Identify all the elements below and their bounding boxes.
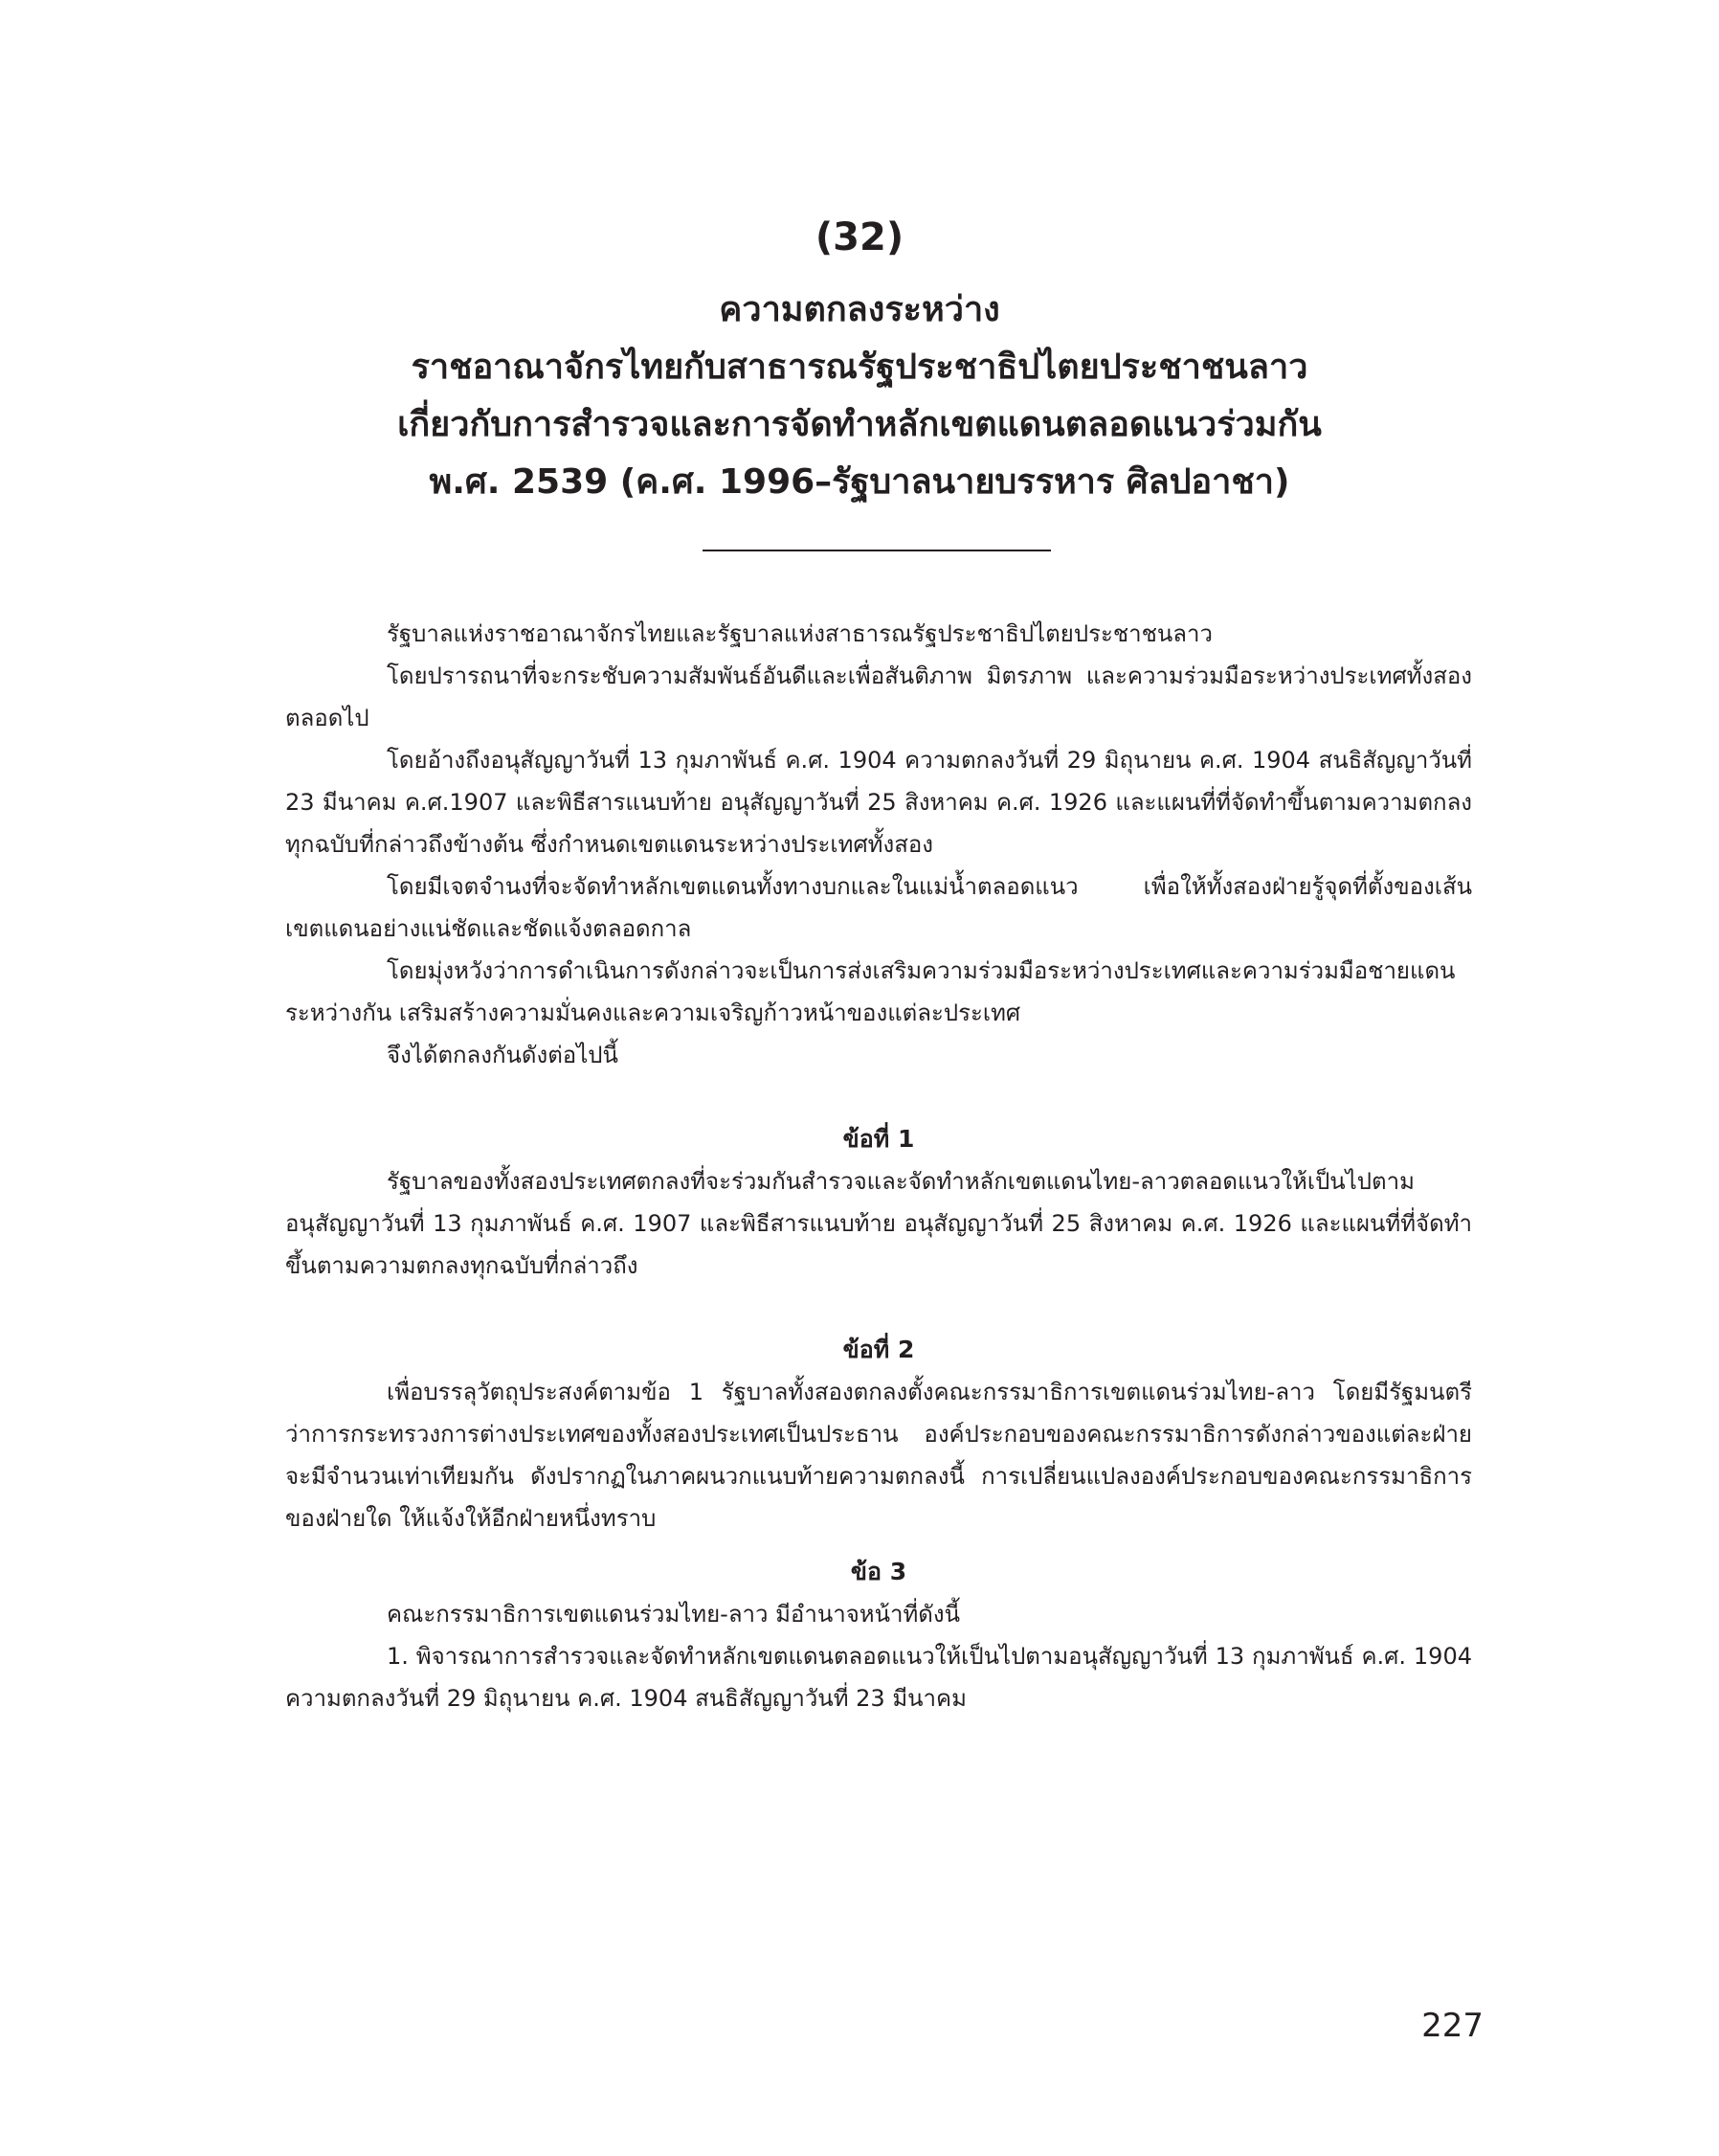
preamble-paragraph-4: โดยมีเจตจำนงที่จะจัดทำหลักเขตแดนทั้งทางบกและในแม่น้ำตลอดแนว เพื่อให้ทั้งสองฝ่ายรู้จุดที่ตั้งของเส้นเขตแดนอย่างแน่ชัดและชัดแจ้งตลอดกาล [285, 873, 1472, 942]
document-title-line-1: ความตกลงระหว่าง [719, 290, 1000, 329]
document-title-line-3: เกี่ยวกับการสำรวจและการจัดทำหลักเขตแดนตลอดแนวร่วมกัน [397, 405, 1322, 444]
article-1-heading: ข้อที่ 1 [842, 1125, 915, 1153]
preamble-paragraph-1: รัฐบาลแห่งราชอาณาจักรไทยและรัฐบาลแห่งสาธารณรัฐประชาธิปไตยประชาชนลาว [387, 620, 1213, 647]
preamble-paragraph-6: จึงได้ตกลงกันดังต่อไปนี้ [387, 1042, 618, 1068]
document-number: (32) [815, 215, 904, 259]
article-3-paragraph-1: คณะกรรมาธิการเขตแดนร่วมไทย-ลาว มีอำนาจหน้าที่ดังนี้ [387, 1601, 961, 1628]
article-1-paragraph: รัฐบาลของทั้งสองประเทศตกลงที่จะร่วมกันสำรวจและจัดทำหลักเขตแดนไทย-ลาวตลอดแนวให้เป็นไปตามอนุสัญญาวันที่ 13 กุมภาพันธ์ ค.ศ. 1907 และพิธีสารแนบท้าย อนุสัญญาวันที่ 25 สิงหาคม ค.ศ. 1926 และแผนที่ที่จัดทำขึ้นตามความตกลงทุกฉบับที่กล่าวถึง [285, 1168, 1472, 1279]
article-2-paragraph: เพื่อบรรลุวัตถุประสงค์ตามข้อ 1 รัฐบาลทั้งสองตกลงตั้งคณะกรรมาธิการเขตแดนร่วมไทย-ลาว โดยมีรัฐมนตรีว่าการกระทรวงการต่างประเทศของทั้งสองประเทศเป็นประธาน องค์ประกอบของคณะกรรมาธิการดังกล่าวของแต่ละฝ่ายจะมีจำนวนเท่าเทียมกัน ดังปรากฏในภาคผนวกแนบท้ายความตกลงนี้ การเปลี่ยนแปลงองค์ประกอบของคณะกรรมาธิการของฝ่ายใด ให้แจ้งให้อีกฝ่ายหนึ่งทราบ [285, 1379, 1472, 1532]
title-divider [703, 550, 1051, 551]
page-number: 227 [1421, 2007, 1484, 2045]
article-3-paragraph-2: 1. พิจารณาการสำรวจและจัดทำหลักเขตแดนตลอดแนวให้เป็นไปตามอนุสัญญาวันที่ 13 กุมภาพันธ์ ค.ศ. 1904 ความตกลงวันที่ 29 มิถุนายน ค.ศ. 1904 สนธิสัญญาวันที่ 23 มีนาคม [285, 1643, 1472, 1712]
preamble-paragraph-5: โดยมุ่งหวังว่าการดำเนินการดังกล่าวจะเป็นการส่งเสริมความร่วมมือระหว่างประเทศและความร่วมมือชายแดนระหว่างกัน เสริมสร้างความมั่นคงและความเจริญก้าวหน้าของแต่ละประเทศ [285, 957, 1456, 1026]
preamble-paragraph-3: โดยอ้างถึงอนุสัญญาวันที่ 13 กุมภาพันธ์ ค.ศ. 1904 ความตกลงวันที่ 29 มิถุนายน ค.ศ. 1904 สนธิสัญญาวันที่ 23 มีนาคม ค.ศ.1907 และพิธีสารแนบท้าย อนุสัญญาวันที่ 25 สิงหาคม ค.ศ. 1926 และแผนที่ที่จัดทำขึ้นตามความตกลงทุกฉบับที่กล่าวถึงข้างต้น ซึ่งกำหนดเขตแดนระหว่างประเทศทั้งสอง [285, 747, 1472, 858]
article-3-heading: ข้อ 3 [850, 1558, 907, 1585]
document-body [285, 613, 1472, 1719]
document-title-line-4: พ.ศ. 2539 (ค.ศ. 1996–รัฐบาลนายบรรหาร ศิลปอาชา) [429, 462, 1290, 502]
preamble-paragraph-2: โดยปรารถนาที่จะกระชับความสัมพันธ์อันดีและเพื่อสันติภาพ มิตรภาพ และความร่วมมือระหว่างประเทศทั้งสองตลอดไป [285, 663, 1472, 731]
article-2-heading: ข้อที่ 2 [842, 1336, 915, 1363]
document-title-line-2: ราชอาณาจักรไทยกับสาธารณรัฐประชาธิปไตยประชาชนลาว [411, 348, 1308, 387]
document-header [0, 213, 1719, 511]
